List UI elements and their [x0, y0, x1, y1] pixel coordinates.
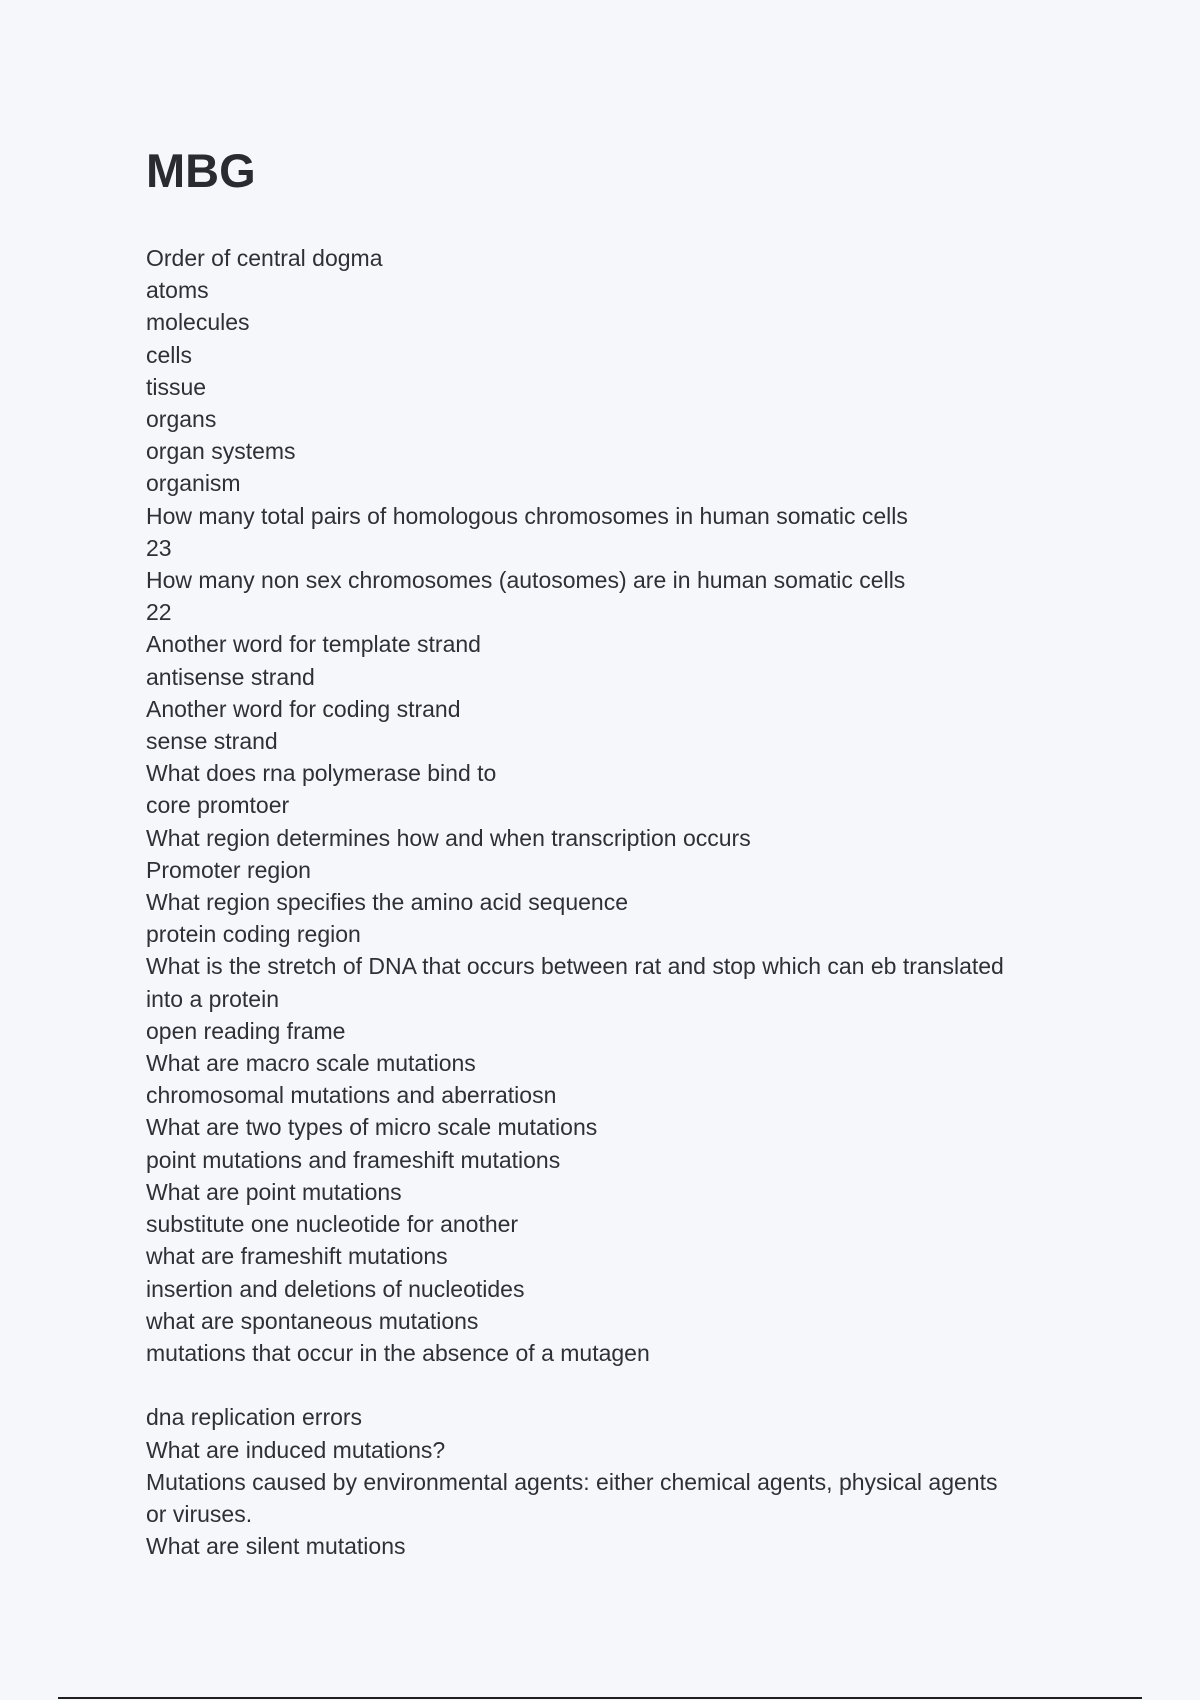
text-line: organ systems — [146, 438, 296, 465]
text-line: What are point mutations — [146, 1178, 402, 1205]
text-line: protein coding region — [146, 921, 361, 948]
text-line: What does rna polymerase bind to — [146, 760, 497, 787]
text-line: Mutations caused by environmental agents: either chemical agents, physical agents — [146, 1468, 998, 1495]
text-line: Promoter region — [146, 856, 311, 883]
text-line: molecules — [146, 309, 250, 336]
text-line: 22 — [146, 599, 172, 626]
text-line: 23 — [146, 534, 172, 561]
page-bottom-rule — [58, 1697, 1142, 1699]
text-line: core promtoer — [146, 792, 290, 819]
text-line: What are macro scale mutations — [146, 1050, 476, 1077]
text-line: tissue — [146, 373, 207, 400]
text-line: Another word for template strand — [146, 631, 481, 658]
text-line: antisense strand — [146, 663, 315, 690]
text-line: atoms — [146, 277, 209, 304]
blank-line — [146, 1369, 1076, 1401]
text-line: What are silent mutations — [146, 1533, 406, 1560]
text-line: or viruses. — [146, 1500, 253, 1527]
text-line: How many total pairs of homologous chromosomes in human somatic cells — [146, 502, 908, 529]
text-line: into a protein — [146, 985, 279, 1012]
text-line: What is the stretch of DNA that occurs between rat and stop which can eb translated — [146, 953, 1004, 980]
text-line: organs — [146, 406, 217, 433]
text-line: Another word for coding strand — [146, 695, 461, 722]
text-line: chromosomal mutations and aberratiosn — [146, 1082, 557, 1109]
text-line: What region determines how and when transcription occurs — [146, 824, 751, 851]
text-line: substitute one nucleotide for another — [146, 1211, 519, 1238]
text-line: cells — [146, 341, 193, 368]
text-line: open reading frame — [146, 1017, 346, 1044]
text-line: what are spontaneous mutations — [146, 1307, 479, 1334]
document-body — [146, 242, 1076, 1562]
text-line: What are two types of micro scale mutations — [146, 1114, 598, 1141]
document-title: MBG — [146, 144, 256, 197]
text-line: point mutations and frameshift mutations — [146, 1146, 561, 1173]
text-line: What are induced mutations? — [146, 1436, 446, 1463]
text-line: what are frameshift mutations — [146, 1243, 448, 1270]
text-line: mutations that occur in the absence of a mutagen — [146, 1339, 650, 1366]
text-line: What region specifies the amino acid sequence — [146, 889, 629, 916]
text-line: insertion and deletions of nucleotides — [146, 1275, 525, 1302]
text-line: How many non sex chromosomes (autosomes) are in human somatic cells — [146, 567, 906, 594]
text-line: organism — [146, 470, 241, 497]
text-line: dna replication errors — [146, 1404, 363, 1431]
text-line: sense strand — [146, 728, 278, 755]
text-line: Order of central dogma — [146, 245, 383, 271]
